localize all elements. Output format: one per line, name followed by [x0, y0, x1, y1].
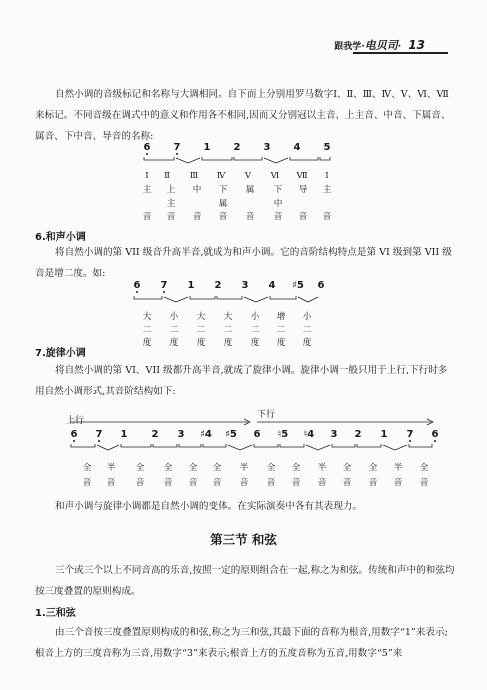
degree-name: 主	[142, 185, 152, 195]
roman-numeral: Ⅵ	[270, 171, 280, 181]
step-size: 全	[163, 463, 173, 473]
step-size: 全	[342, 463, 352, 473]
half-step-mark	[164, 297, 188, 302]
variant-note: 和声小调与旋律小调都是自然小调的变体。在实际演奏中各有其表现力。	[55, 501, 362, 512]
interval-quality: 大	[196, 312, 206, 322]
scale-note: 3	[263, 142, 271, 153]
degree-name: 音	[273, 212, 283, 222]
running-header: 跟我学·电贝司· 13	[334, 38, 425, 52]
roman-numeral: Ⅲ	[189, 171, 199, 181]
scale-note: 6	[253, 429, 261, 440]
step-unit: 音	[266, 478, 276, 488]
scale-note: 7	[406, 429, 414, 440]
degree-name: 音	[218, 212, 228, 222]
scale-note: 7	[160, 280, 168, 291]
step-size: 全	[291, 463, 301, 473]
ascending-label: 上行	[66, 416, 85, 426]
step-unit: 音	[106, 478, 116, 488]
degree-name: 音	[245, 212, 255, 222]
degree-name: 中	[273, 199, 283, 209]
step-unit: 音	[393, 478, 403, 488]
whole-step-bracket	[121, 444, 151, 447]
interval-quality: 增	[276, 312, 286, 322]
step-size: 全	[419, 463, 429, 473]
degree-name: 音	[298, 212, 308, 222]
step-size: 全	[135, 463, 145, 473]
scale-note: 3	[330, 429, 338, 440]
whole-step-bracket	[409, 444, 432, 447]
scale-note: 6	[70, 429, 78, 440]
degree-name: 音	[166, 212, 176, 222]
step-unit: 音	[317, 478, 327, 488]
scale-note: 7	[173, 142, 181, 153]
lower-octave-dot	[73, 440, 75, 442]
step-size: 全	[368, 463, 378, 473]
whole-step-bracket	[357, 444, 381, 447]
roman-numeral: Ⅶ	[296, 171, 308, 181]
whole-step-bracket	[254, 444, 278, 447]
step-size: 半	[239, 463, 249, 473]
scale-note: 4	[293, 142, 301, 153]
whole-step-bracket	[280, 444, 304, 447]
lower-octave-dot	[136, 291, 138, 293]
interval-unit: 度	[302, 338, 312, 348]
scale-note: 6	[133, 280, 141, 291]
step-size: 全	[188, 463, 198, 473]
degree-name: 主	[322, 185, 332, 195]
step-size: 全	[82, 463, 92, 473]
degree-name: 下	[218, 185, 228, 195]
roman-numeral: Ⅳ	[216, 171, 226, 181]
scale-note: 4	[268, 280, 276, 291]
half-step-mark	[228, 445, 252, 450]
degree-name: 导	[298, 185, 308, 195]
step-size: 半	[106, 463, 116, 473]
scale-note: ♯5	[292, 280, 304, 291]
scale-note: 1	[187, 280, 195, 291]
scale-note: ♮5	[277, 429, 289, 440]
header-title: 电贝司	[364, 39, 398, 52]
half-step-mark	[97, 445, 119, 450]
interval-unit: 度	[276, 338, 286, 348]
scale-note: 6	[431, 429, 439, 440]
scale-note: 2	[214, 280, 222, 291]
whole-step-bracket	[153, 444, 177, 447]
page-number: 13	[408, 38, 425, 52]
degree-name: 属	[218, 199, 228, 209]
step-unit: 音	[188, 478, 198, 488]
interval-size: 二	[169, 325, 179, 335]
scale-note: ♮4	[303, 429, 315, 440]
triad-subheading: 1.三和弦	[35, 608, 76, 619]
scale-note: ♯4	[200, 429, 212, 440]
scale-note: 2	[354, 429, 362, 440]
lower-octave-dot	[176, 153, 178, 155]
step-size: 半	[393, 463, 403, 473]
interval-size: 二	[142, 325, 152, 335]
degree-name: 上	[166, 185, 176, 195]
whole-step-bracket	[144, 157, 174, 160]
step-unit: 音	[163, 478, 173, 488]
whole-step-bracket	[134, 296, 162, 299]
harmonic-heading: 6.和声小调	[35, 232, 86, 243]
half-step-mark	[298, 297, 318, 302]
whole-step-bracket	[179, 444, 201, 447]
degree-name: 中	[192, 185, 202, 195]
whole-step-bracket	[234, 157, 262, 160]
degree-name: 属	[245, 185, 255, 195]
whole-step-bracket	[217, 296, 242, 299]
interval-quality: 大	[142, 312, 152, 322]
step-unit: 音	[82, 478, 92, 488]
roman-numeral: Ⅴ	[244, 171, 252, 181]
interval-quality: 小	[169, 312, 179, 322]
interval-unit: 度	[169, 338, 179, 348]
melodic-paragraph: 将自然小调的第 VI、VII 级都升高半音,就成了旋律小调。旋律小调一般只用于上行,下行时多用自然小调形式,其音阶结构如下:	[35, 365, 448, 397]
lower-octave-dot	[146, 153, 148, 155]
step-unit: 音	[368, 478, 378, 488]
lower-octave-dot	[434, 440, 436, 442]
degree-name: 音	[142, 212, 152, 222]
half-step-mark	[244, 297, 268, 302]
interval-quality: 大	[223, 312, 233, 322]
whole-step-bracket	[202, 157, 232, 160]
triad-paragraph: 由三个音按三度叠置原则构成的和弦,称之为三和弦,其最下面的音称为根音,用数字“1”来表示;根音上方的三度音称为三音,用数字“3”来表示;根音上方的五度音称为五音,用数字“5”来	[35, 627, 448, 659]
interval-unit: 度	[196, 338, 206, 348]
whole-step-bracket	[332, 444, 355, 447]
interval-size: 二	[276, 325, 286, 335]
degree-name: 音	[322, 212, 332, 222]
intro-paragraph: 自然小调的音级标记和名称与大调相同。自下而上分别用罗马数字Ⅰ、Ⅱ、Ⅲ、Ⅳ、Ⅴ、Ⅵ、Ⅶ来标记。不同音级在调式中的意义和作用各不相同,因而又分别冠以主音、上主音、中音、下属音、属音、下中音、导音的名称:	[35, 89, 451, 142]
roman-numeral: Ⅰ	[325, 171, 329, 181]
scale-note: 1	[380, 429, 388, 440]
lower-octave-dot	[98, 440, 100, 442]
half-step-mark	[383, 445, 407, 450]
scale-note: 5	[323, 142, 331, 153]
interval-unit: 度	[223, 338, 233, 348]
whole-step-bracket	[190, 296, 215, 299]
augmented-second-bracket	[270, 296, 296, 299]
header-series: 跟我学	[334, 42, 362, 52]
roman-numeral: Ⅱ	[164, 171, 170, 181]
degree-name: 下	[273, 185, 283, 195]
melodic-heading: 7.旋律小调	[35, 348, 86, 359]
scale-note: ♯5	[225, 429, 237, 440]
descending-label: 下行	[257, 410, 276, 420]
half-step-mark	[176, 158, 200, 163]
lower-octave-dot	[409, 440, 411, 442]
step-unit: 音	[135, 478, 145, 488]
section-paragraph: 三个或三个以上不同音高的乐音,按照一定的原则组合在一起,称之为和弦。传统和声中的和弦均按三度叠置的原则构成。	[35, 565, 455, 597]
whole-step-bracket	[290, 157, 318, 160]
whole-step-bracket	[320, 157, 330, 160]
interval-size: 二	[250, 325, 260, 335]
scale-note: 7	[95, 429, 103, 440]
interval-quality: 小	[302, 312, 312, 322]
scale-note: 3	[241, 280, 249, 291]
scale-note: 1	[120, 429, 128, 440]
interval-quality: 小	[250, 312, 260, 322]
scale-note: 1	[203, 142, 211, 153]
scale-note: 6	[317, 280, 325, 291]
scale-note: 6	[143, 142, 151, 153]
degree-name: 主	[166, 199, 176, 209]
interval-unit: 度	[250, 338, 260, 348]
step-size: 全	[266, 463, 276, 473]
interval-size: 二	[196, 325, 206, 335]
interval-size: 二	[223, 325, 233, 335]
step-unit: 音	[419, 478, 429, 488]
roman-numeral: Ⅰ	[145, 171, 149, 181]
step-unit: 音	[212, 478, 222, 488]
section-title: 第三节 和弦	[210, 532, 277, 547]
interval-unit: 度	[142, 338, 152, 348]
lower-octave-dot	[163, 291, 165, 293]
step-unit: 音	[239, 478, 249, 488]
half-step-mark	[306, 445, 330, 450]
half-step-mark	[264, 158, 288, 163]
harmonic-paragraph: 将自然小调的第 VII 级音升高半音,就成为和声小调。它的音阶结构特点是第 VI 级到第 VII 级音是增二度。如:	[35, 247, 452, 279]
whole-step-bracket	[203, 444, 226, 447]
step-unit: 音	[291, 478, 301, 488]
interval-size: 二	[302, 325, 312, 335]
scale-note: 3	[177, 429, 185, 440]
step-unit: 音	[342, 478, 352, 488]
step-size: 半	[317, 463, 327, 473]
whole-step-bracket	[71, 444, 95, 447]
scale-note: 2	[151, 429, 159, 440]
scale-note: 2	[233, 142, 241, 153]
step-size: 全	[212, 463, 222, 473]
degree-name: 音	[192, 212, 202, 222]
